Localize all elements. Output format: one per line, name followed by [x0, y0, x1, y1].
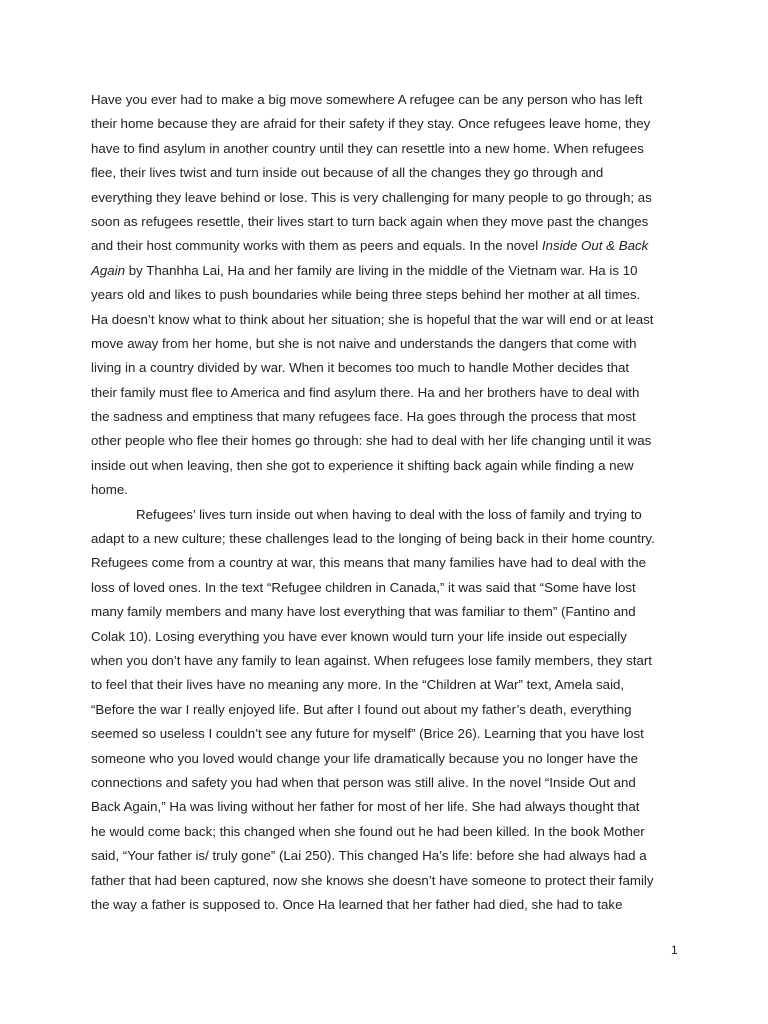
text-line — [91, 454, 691, 478]
text-line — [91, 88, 691, 112]
text-line — [91, 795, 691, 819]
text-line — [91, 234, 691, 258]
essay-body — [91, 88, 691, 917]
paragraph-start-line — [91, 503, 691, 527]
text-run: Colak 10). Losing everything you have ever known would turn your life inside out especially — [91, 628, 627, 644]
text-run: connections and safety you had when that person was still alive. In the novel “Inside Out and — [91, 774, 636, 790]
text-run: Have you ever had to make a big move somewhere A refugee can be any person who has left — [91, 92, 643, 107]
text-run: move away from her home, but she is not naive and understands the dangers that come with — [91, 335, 637, 351]
text-line — [91, 332, 691, 356]
italic-book-title: Inside Out & Back — [541, 238, 649, 254]
text-line — [91, 600, 691, 624]
text-run: adapt to a new culture; these challenges lead to the longing of being back in their home country. — [91, 531, 655, 547]
text-run: inside out when leaving, then she got to experience it shifting back again while finding a new — [91, 457, 634, 473]
text-line — [91, 722, 691, 746]
text-line — [91, 259, 691, 283]
text-line — [91, 551, 691, 575]
text-run: years old and likes to push boundaries while being three steps behind her mother at all times. — [91, 287, 641, 303]
text-line — [91, 405, 691, 429]
text-run: said, “Your father is/ truly gone” (Lai 250). This changed Ha’s life: before she had always had a — [91, 848, 647, 864]
text-line — [91, 820, 691, 844]
text-run: Back Again,” Ha was living without her father for most of her life. She had always thought that — [91, 799, 640, 815]
text-run: other people who flee their homes go through: she had to deal with her life changing until it was — [91, 433, 652, 449]
text-run: seemed so useless I couldn’t see any future for myself” (Brice 26). Learning that you have lost — [91, 726, 644, 742]
text-line — [91, 771, 691, 795]
text-line — [91, 161, 691, 185]
text-line — [91, 478, 691, 502]
text-run: someone who you loved would change your life dramatically because you no longer have the — [91, 750, 638, 766]
text-run: he would come back; this changed when she found out he had been killed. In the book Mother — [91, 823, 645, 839]
text-run: Refugees come from a country at war, this means that many families have had to deal with the — [91, 555, 647, 571]
text-line — [91, 747, 691, 771]
page-number: 1 — [671, 943, 678, 957]
text-run: when you don’t have any family to lean against. When refugees lose family members, they start — [91, 652, 652, 668]
text-line — [91, 869, 691, 893]
text-line — [91, 527, 691, 551]
text-line — [91, 186, 691, 210]
text-run: living in a country divided by war. When it becomes too much to handle Mother decides that — [91, 360, 630, 376]
text-line — [91, 283, 691, 307]
text-line — [91, 112, 691, 136]
text-line — [91, 844, 691, 868]
text-line — [91, 673, 691, 697]
text-run: to feel that their lives have no meaning any more. In the “Children at War” text, Amela said, — [91, 677, 625, 693]
text-run: the way a father is supposed to. Once Ha learned that her father had died, she had to take — [91, 896, 623, 912]
text-run: loss of loved ones. In the text “Refugee children in Canada,” it was said that “Some have lost — [91, 579, 636, 595]
text-line — [91, 649, 691, 673]
text-line — [91, 137, 691, 161]
text-run: Refugees’ lives turn inside out when having to deal with the loss of family and trying to — [136, 506, 642, 522]
text-line — [91, 308, 691, 332]
text-run: soon as refugees resettle, their lives start to turn back again when they move past the changes — [91, 213, 649, 229]
text-run: and their host community works with them as peers and equals. In the novel — [91, 238, 542, 254]
text-line — [91, 210, 691, 234]
text-line — [91, 429, 691, 453]
text-line — [91, 381, 691, 405]
text-line — [91, 625, 691, 649]
text-run: flee, their lives twist and turn inside out because of all the changes they go through and — [91, 165, 604, 181]
text-line — [91, 356, 691, 380]
text-run: their family must flee to America and find asylum there. Ha and her brothers have to deal with — [91, 384, 640, 400]
text-line — [91, 698, 691, 722]
text-run: home. — [91, 482, 128, 498]
text-run: father that had been captured, now she knows she doesn’t have someone to protect their family — [91, 872, 654, 888]
text-run: everything they leave behind or lose. This is very challenging for many people to go through; as — [91, 189, 652, 205]
text-run: have to find asylum in another country until they can resettle into a new home. When refugees — [91, 140, 644, 156]
italic-book-title: Again — [91, 262, 126, 278]
text-run: “Before the war I really enjoyed life. But after I found out about my father’s death, everything — [91, 701, 632, 717]
text-run: many family members and many have lost everything that was familiar to them” (Fantino and — [91, 604, 636, 620]
text-run: by Thanhha Lai, Ha and her family are living in the middle of the Vietnam war. Ha is 10 — [125, 262, 638, 278]
text-run: Ha doesn’t know what to think about her situation; she is hopeful that the war will end or at least — [91, 311, 654, 327]
text-run: the sadness and emptiness that many refugees face. Ha goes through the process that most — [91, 409, 636, 425]
text-line — [91, 893, 691, 917]
text-line — [91, 576, 691, 600]
text-run: their home because they are afraid for their safety if they stay. Once refugees leave home, they — [91, 116, 651, 132]
